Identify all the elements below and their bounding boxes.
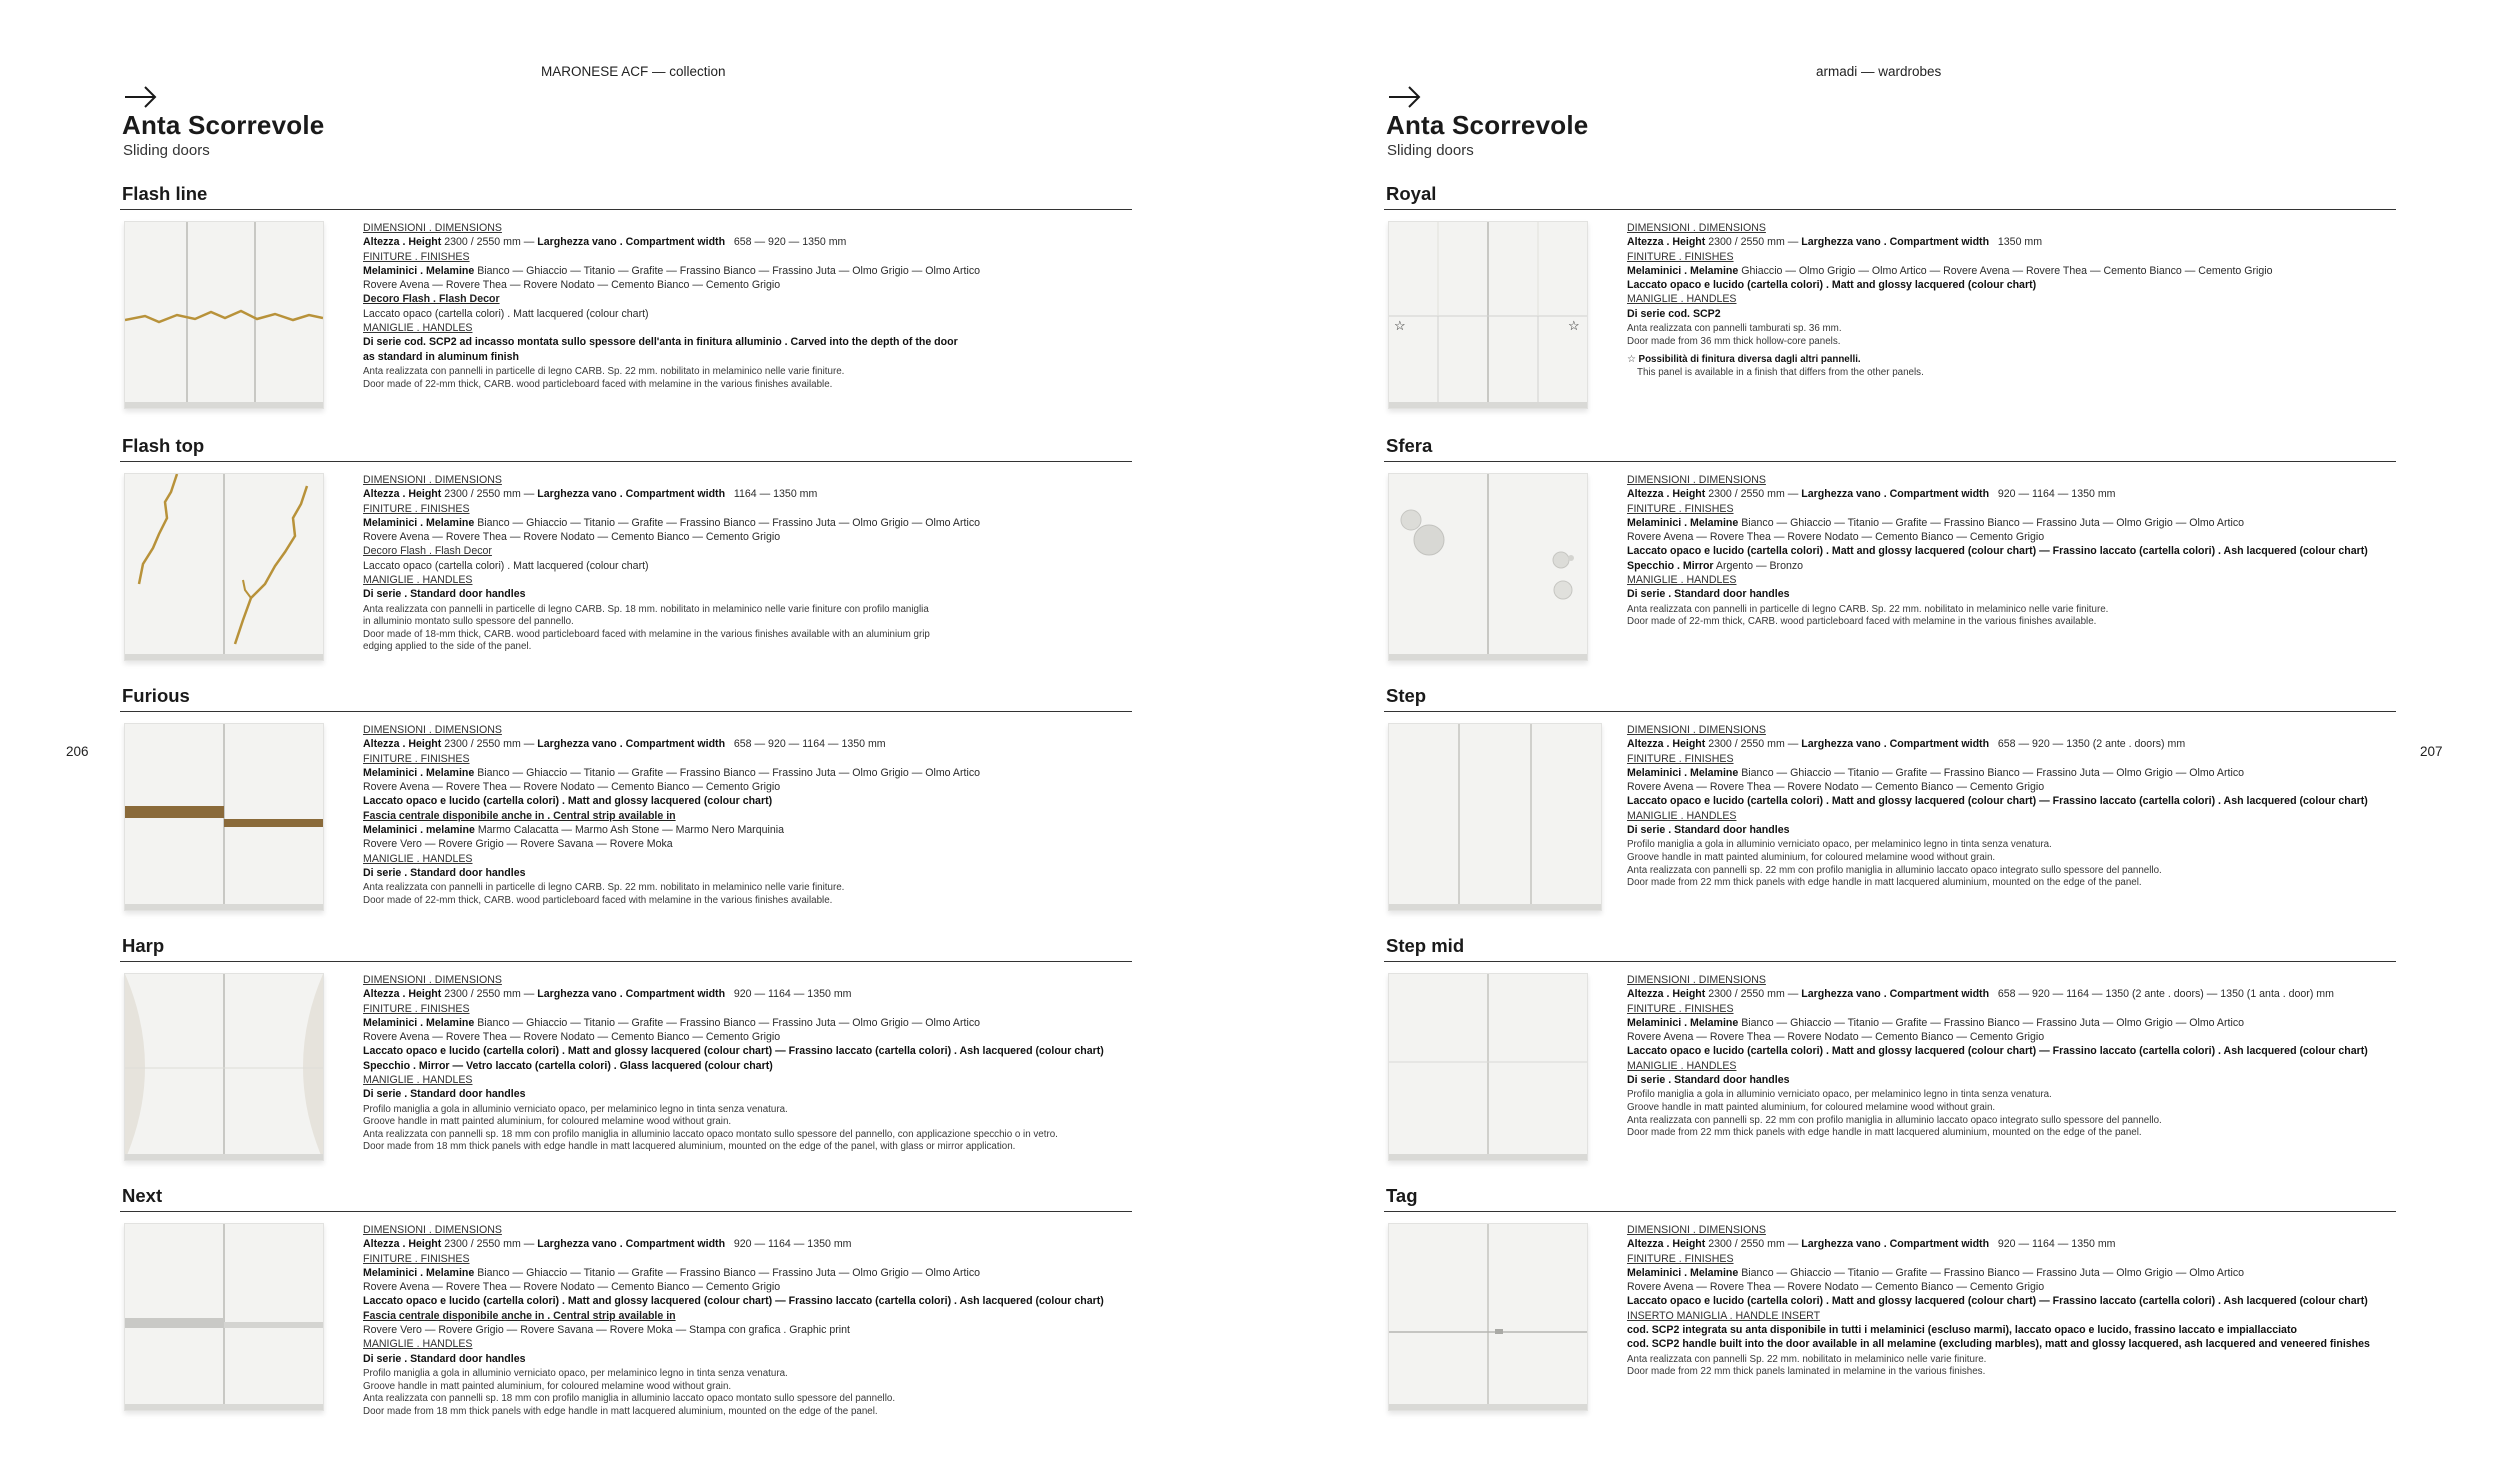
section-royal: [1386, 183, 2396, 433]
spec-block: DIMENSIONI . DIMENSIONS Altezza . Height 2300 / 2550 mm — Larghezza vano . Compartment width 920 — 1164 — 1350 mm FINITURE . FINISHES Melaminici . Melamine Bianco — Ghiaccio — Titanio — Grafite — Frassino Bianco — Frassino Juta — Olmo Grigio — Olmo Artico Rovere Avena — Rovere Thea — Rovere Nodato — Cemento Bianco — Cemento Grigio Laccato opaco e lucido (cartella colori) . Matt and glossy lacquered (colour chart) — Frassino laccato (cartella colori) . Ash lacquered (colour chart) Specchio . Mirror — Vetro laccato (cartella colori) . Glass lacquered (colour chart) MANIGLIE . HANDLES Di serie . Standard door handles Profilo maniglia a gola in alluminio verniciato opaco, per melaminico legno in tinta senza venatura. Groove handle in matt painted aluminium, for coloured melamine wood without grain. Anta realizzata con pannelli sp. 18 mm con profilo maniglia in alluminio laccato opaco montato sullo spessore del pannello, con applicazione specchio o in vetro. Door made from 18 mm thick panels with edge handle in matt lacquered aluminium, mounted on the edge of the panel, with glass or mirror application.: [363, 973, 1133, 1154]
divider: [120, 711, 1132, 712]
wardrobe-image: [1388, 973, 1588, 1161]
label-finishes: FINITURE . FINISHES: [1627, 502, 1734, 515]
label-handle-insert: INSERTO MANIGLIA . HANDLE INSERT: [1627, 1309, 1821, 1322]
label-handles: MANIGLIE . HANDLES: [1627, 1059, 1737, 1072]
label-handles: MANIGLIE . HANDLES: [363, 1338, 473, 1351]
wardrobe-image: [1388, 473, 1588, 661]
label-dimensions: DIMENSIONI . DIMENSIONS: [1627, 724, 1766, 736]
page-number: 207: [2420, 744, 2443, 759]
label-handles: MANIGLIE . HANDLES: [1627, 809, 1737, 822]
right-page: [1250, 0, 2500, 1484]
running-head: armadi — wardrobes: [1816, 64, 1942, 79]
divider: [1384, 209, 2396, 210]
divider: [120, 209, 1132, 210]
label-handles: MANIGLIE . HANDLES: [363, 852, 473, 865]
label-handles: MANIGLIE . HANDLES: [363, 322, 473, 335]
wardrobe-image: [124, 973, 324, 1161]
page-number: 206: [66, 744, 89, 759]
spec-block: DIMENSIONI . DIMENSIONS Altezza . Height 2300 / 2550 mm — Larghezza vano . Compartment width 658 — 920 — 1350 mm FINITURE . FINISHES Melaminici . Melamine Bianco — Ghiaccio — Titanio — Grafite — Frassino Bianco — Frassino Juta — Olmo Grigio — Olmo Artico Rovere Avena — Rovere Thea — Rovere Nodato — Cemento Bianco — Cemento Grigio Decoro Flash . Flash Decor Laccato opaco (cartella colori) . Matt lacquered (colour chart) MANIGLIE . HANDLES Di serie cod. SCP2 ad incasso montata sullo spessore dell'anta in finitura alluminio . Carved into the depth of the door as standard in aluminum finish Anta realizzata con pannelli in particelle di legno CARB. Sp. 22 mm. nobilitato in melaminico nelle varie finiture. Door made of 22-mm thick, CARB. wood particleboard faced with melamine in the various finishes available.: [363, 221, 1133, 391]
section-title: Royal: [1386, 183, 1437, 204]
spec-block: DIMENSIONI . DIMENSIONS Altezza . Height 2300 / 2550 mm — Larghezza vano . Compartment width 658 — 920 — 1164 — 1350 (2 ante . doors) — 1350 (1 anta . door) mm FINITURE . FINISHES Melaminici . Melamine Bianco — Ghiaccio — Titanio — Grafite — Frassino Bianco — Frassino Juta — Olmo Grigio — Olmo Artico Rovere Avena — Rovere Thea — Rovere Nodato — Cemento Bianco — Cemento Grigio Laccato opaco e lucido (cartella colori) . Matt and glossy lacquered (colour chart) — Frassino laccato (cartella colori) . Ash lacquered (colour chart) MANIGLIE . HANDLES Di serie . Standard door handles Profilo maniglia a gola in alluminio verniciato opaco, per melaminico legno in tinta senza venatura. Groove handle in matt painted aluminium, for coloured melamine wood without grain. Anta realizzata con pannelli sp. 22 mm con profilo maniglia in alluminio laccato opaco integrato sullo spessore del pannello. Door made from 22 mm thick panels with edge handle in matt lacquered aluminium, mounted on the edge of the panel.: [1627, 973, 2397, 1140]
divider: [120, 1211, 1132, 1212]
spec-block: DIMENSIONI . DIMENSIONS Altezza . Height 2300 / 2550 mm — Larghezza vano . Compartment width 658 — 920 — 1350 (2 ante . doors) mm FINITURE . FINISHES Melaminici . Melamine Bianco — Ghiaccio — Titanio — Grafite — Frassino Bianco — Frassino Juta — Olmo Grigio — Olmo Artico Rovere Avena — Rovere Thea — Rovere Nodato — Cemento Bianco — Cemento Grigio Laccato opaco e lucido (cartella colori) . Matt and glossy lacquered (colour chart) — Frassino laccato (cartella colori) . Ash lacquered (colour chart) MANIGLIE . HANDLES Di serie . Standard door handles Profilo maniglia a gola in alluminio verniciato opaco, per melaminico legno in tinta senza venatura. Groove handle in matt painted aluminium, for coloured melamine wood without grain. Anta realizzata con pannelli sp. 22 mm con profilo maniglia in alluminio laccato opaco integrato sullo spessore del pannello. Door made from 22 mm thick panels with edge handle in matt lacquered aluminium, mounted on the edge of the panel.: [1627, 723, 2397, 890]
label-decor: Decoro Flash . Flash Decor: [363, 545, 492, 558]
spec-block: DIMENSIONI . DIMENSIONS Altezza . Height 2300 / 2550 mm — Larghezza vano . Compartment width 1350 mm FINITURE . FINISHES Melaminici . Melamine Ghiaccio — Olmo Grigio — Olmo Artico — Rovere Avena — Rovere Thea — Cemento Bianco — Cemento Grigio Laccato opaco e lucido (cartella colori) . Matt and glossy lacquered (colour chart) MANIGLIE . HANDLES Di serie cod. SCP2 Anta realizzata con pannelli tamburati sp. 36 mm. Door made from 36 mm thick hollow-core panels. ☆ Possibilità di finitura diversa dagli altri pannelli. This panel is available in a finish that differs from the other panels.: [1627, 221, 2397, 379]
page-title: Anta Scorrevole: [1386, 110, 1589, 140]
label-strip: Fascia centrale disponibile anche in . Central strip available in: [363, 809, 676, 822]
wardrobe-image: [124, 473, 324, 661]
arrow-right-icon: [124, 84, 158, 110]
section-flash-top: [122, 435, 1132, 685]
label-dimensions: DIMENSIONI . DIMENSIONS: [363, 724, 502, 736]
section-step: [1386, 685, 2396, 935]
section-title: Flash top: [122, 435, 205, 456]
wardrobe-image: [124, 723, 324, 911]
label-dimensions: DIMENSIONI . DIMENSIONS: [1627, 974, 1766, 986]
section-title: Harp: [122, 935, 165, 956]
section-sfera: [1386, 435, 2396, 685]
star-icon: ☆: [1627, 354, 1636, 366]
divider: [1384, 461, 2396, 462]
spec-block: DIMENSIONI . DIMENSIONS Altezza . Height 2300 / 2550 mm — Larghezza vano . Compartment width 658 — 920 — 1164 — 1350 mm FINITURE . FINISHES Melaminici . Melamine Bianco — Ghiaccio — Titanio — Grafite — Frassino Bianco — Frassino Juta — Olmo Grigio — Olmo Artico Rovere Avena — Rovere Thea — Rovere Nodato — Cemento Bianco — Cemento Grigio Laccato opaco e lucido (cartella colori) . Matt and glossy lacquered (colour chart) Fascia centrale disponibile anche in . Central strip available in Melaminici . melamine Marmo Calacatta — Marmo Ash Stone — Marmo Nero Marquinia Rovere Vero — Rovere Grigio — Rovere Savana — Rovere Moka MANIGLIE . HANDLES Di serie . Standard door handles Anta realizzata con pannelli in particelle di legno CARB. Sp. 22 mm. nobilitato in melaminico nelle varie finiture. Door made of 22-mm thick, CARB. wood particleboard faced with melamine in the various finishes available.: [363, 723, 1133, 907]
label-finishes: FINITURE . FINISHES: [363, 752, 470, 765]
section-step-mid: [1386, 935, 2396, 1185]
divider: [1384, 1211, 2396, 1212]
label-handles: MANIGLIE . HANDLES: [1627, 574, 1737, 587]
section-title: Flash line: [122, 183, 208, 204]
section-next: [122, 1185, 1132, 1435]
wardrobe-image: [1388, 221, 1588, 409]
label-finishes: FINITURE . FINISHES: [363, 1002, 470, 1015]
section-title: Next: [122, 1185, 163, 1206]
section-harp: [122, 935, 1132, 1185]
wardrobe-image: [1388, 723, 1602, 911]
section-flash-line: [122, 183, 1132, 433]
label-dimensions: DIMENSIONI . DIMENSIONS: [363, 474, 502, 486]
spec-block: DIMENSIONI . DIMENSIONS Altezza . Height 2300 / 2550 mm — Larghezza vano . Compartment width 920 — 1164 — 1350 mm FINITURE . FINISHES Melaminici . Melamine Bianco — Ghiaccio — Titanio — Grafite — Frassino Bianco — Frassino Juta — Olmo Grigio — Olmo Artico Rovere Avena — Rovere Thea — Rovere Nodato — Cemento Bianco — Cemento Grigio Laccato opaco e lucido (cartella colori) . Matt and glossy lacquered (colour chart) — Frassino laccato (cartella colori) . Ash lacquered (colour chart) INSERTO MANIGLIA . HANDLE INSERT cod. SCP2 integrata su anta disponibile in tutti i melaminici (escluso marmi), laccato opaco e lucido, frassino laccato e impiallacciato cod. SCP2 handle built into the door available in all melamine (excluding marbles), matt and glossy lacquered, ash lacquered and veneered finishes Anta realizzata con pannelli Sp. 22 mm. nobilitato in melaminico nelle varie finiture. Door made from 22 mm thick panels laminated in melamine in the various finishes.: [1627, 1223, 2397, 1379]
spec-block: DIMENSIONI . DIMENSIONS Altezza . Height 2300 / 2550 mm — Larghezza vano . Compartment width 1164 — 1350 mm FINITURE . FINISHES Melaminici . Melamine Bianco — Ghiaccio — Titanio — Grafite — Frassino Bianco — Frassino Juta — Olmo Grigio — Olmo Artico Rovere Avena — Rovere Thea — Rovere Nodato — Cemento Bianco — Cemento Grigio Decoro Flash . Flash Decor Laccato opaco (cartella colori) . Matt lacquered (colour chart) MANIGLIE . HANDLES Di serie . Standard door handles Anta realizzata con pannelli in particelle di legno CARB. Sp. 18 mm. nobilitato in melaminico nelle varie finiture con profilo maniglia in alluminio montato sullo spessore del pannello. Door made of 18-mm thick, CARB. wood particleboard faced with melamine in the various finishes available with an aluminium grip edging applied to the side of the panel.: [363, 473, 1133, 654]
divider: [1384, 961, 2396, 962]
label-handles: MANIGLIE . HANDLES: [1627, 293, 1737, 306]
wardrobe-image: [124, 221, 324, 409]
page-subtitle: Sliding doors: [123, 142, 210, 159]
section-title: Furious: [122, 685, 190, 706]
label-dimensions: DIMENSIONI . DIMENSIONS: [1627, 474, 1766, 486]
label-finishes: FINITURE . FINISHES: [1627, 752, 1734, 765]
section-title: Step mid: [1386, 935, 1465, 956]
divider: [1384, 711, 2396, 712]
page-subtitle: Sliding doors: [1387, 142, 1474, 159]
label-handles: MANIGLIE . HANDLES: [363, 1074, 473, 1087]
label-finishes: FINITURE . FINISHES: [1627, 1002, 1734, 1015]
label-dimensions: DIMENSIONI . DIMENSIONS: [363, 1224, 502, 1236]
star-icon: ☆: [1394, 318, 1406, 333]
wardrobe-image: [124, 1223, 324, 1411]
arrow-right-icon: [1388, 84, 1422, 110]
label-finishes: FINITURE . FINISHES: [363, 1252, 470, 1265]
section-title: Tag: [1386, 1185, 1418, 1206]
label-finishes: FINITURE . FINISHES: [1627, 1252, 1734, 1265]
running-head: MARONESE ACF — collection: [541, 64, 726, 79]
section-title: Sfera: [1386, 435, 1433, 456]
label-dimensions: DIMENSIONI . DIMENSIONS: [1627, 222, 1766, 234]
wardrobe-image: [1388, 1223, 1588, 1411]
section-furious: [122, 685, 1132, 935]
divider: [120, 461, 1132, 462]
spec-block: DIMENSIONI . DIMENSIONS Altezza . Height 2300 / 2550 mm — Larghezza vano . Compartment width 920 — 1164 — 1350 mm FINITURE . FINISHES Melaminici . Melamine Bianco — Ghiaccio — Titanio — Grafite — Frassino Bianco — Frassino Juta — Olmo Grigio — Olmo Artico Rovere Avena — Rovere Thea — Rovere Nodato — Cemento Bianco — Cemento Grigio Laccato opaco e lucido (cartella colori) . Matt and glossy lacquered (colour chart) — Frassino laccato (cartella colori) . Ash lacquered (colour chart) Fascia centrale disponibile anche in . Central strip available in Rovere Vero — Rovere Grigio — Rovere Savana — Rovere Moka — Stampa con grafica . Graphic print MANIGLIE . HANDLES Di serie . Standard door handles Profilo maniglia a gola in alluminio verniciato opaco, per melaminico legno in tinta senza venatura. Groove handle in matt painted aluminium, for coloured melamine wood without grain. Anta realizzata con pannelli sp. 18 mm con profilo maniglia in alluminio laccato opaco montato sullo spessore del pannello. Door made from 18 mm thick panels with edge handle in matt lacquered aluminium, mounted on the edge of the panel.: [363, 1223, 1133, 1418]
label-decor: Decoro Flash . Flash Decor: [363, 293, 500, 306]
label-dimensions: DIMENSIONI . DIMENSIONS: [363, 974, 502, 986]
label-handles: MANIGLIE . HANDLES: [363, 574, 473, 587]
label-dimensions: DIMENSIONI . DIMENSIONS: [363, 222, 502, 234]
section-tag: [1386, 1185, 2396, 1435]
label-finishes: FINITURE . FINISHES: [363, 502, 470, 515]
spec-block: DIMENSIONI . DIMENSIONS Altezza . Height 2300 / 2550 mm — Larghezza vano . Compartment width 920 — 1164 — 1350 mm FINITURE . FINISHES Melaminici . Melamine Bianco — Ghiaccio — Titanio — Grafite — Frassino Bianco — Frassino Juta — Olmo Grigio — Olmo Artico Rovere Avena — Rovere Thea — Rovere Nodato — Cemento Bianco — Cemento Grigio Laccato opaco e lucido (cartella colori) . Matt and glossy lacquered (colour chart) — Frassino laccato (cartella colori) . Ash lacquered (colour chart) Specchio . Mirror Argento — Bronzo MANIGLIE . HANDLES Di serie . Standard door handles Anta realizzata con pannelli in particelle di legno CARB. Sp. 22 mm. nobilitato in melaminico nelle varie finiture. Door made of 22-mm thick, CARB. wood particleboard faced with melamine in the various finishes available.: [1627, 473, 2397, 629]
divider: [120, 961, 1132, 962]
page-title: Anta Scorrevole: [122, 110, 325, 140]
label-strip: Fascia centrale disponibile anche in . Central strip available in: [363, 1309, 676, 1322]
label-dimensions: DIMENSIONI . DIMENSIONS: [1627, 1224, 1766, 1236]
label-finishes: FINITURE . FINISHES: [1627, 250, 1734, 263]
section-title: Step: [1386, 685, 1427, 706]
label-finishes: FINITURE . FINISHES: [363, 250, 470, 263]
star-icon: ☆: [1568, 318, 1580, 333]
